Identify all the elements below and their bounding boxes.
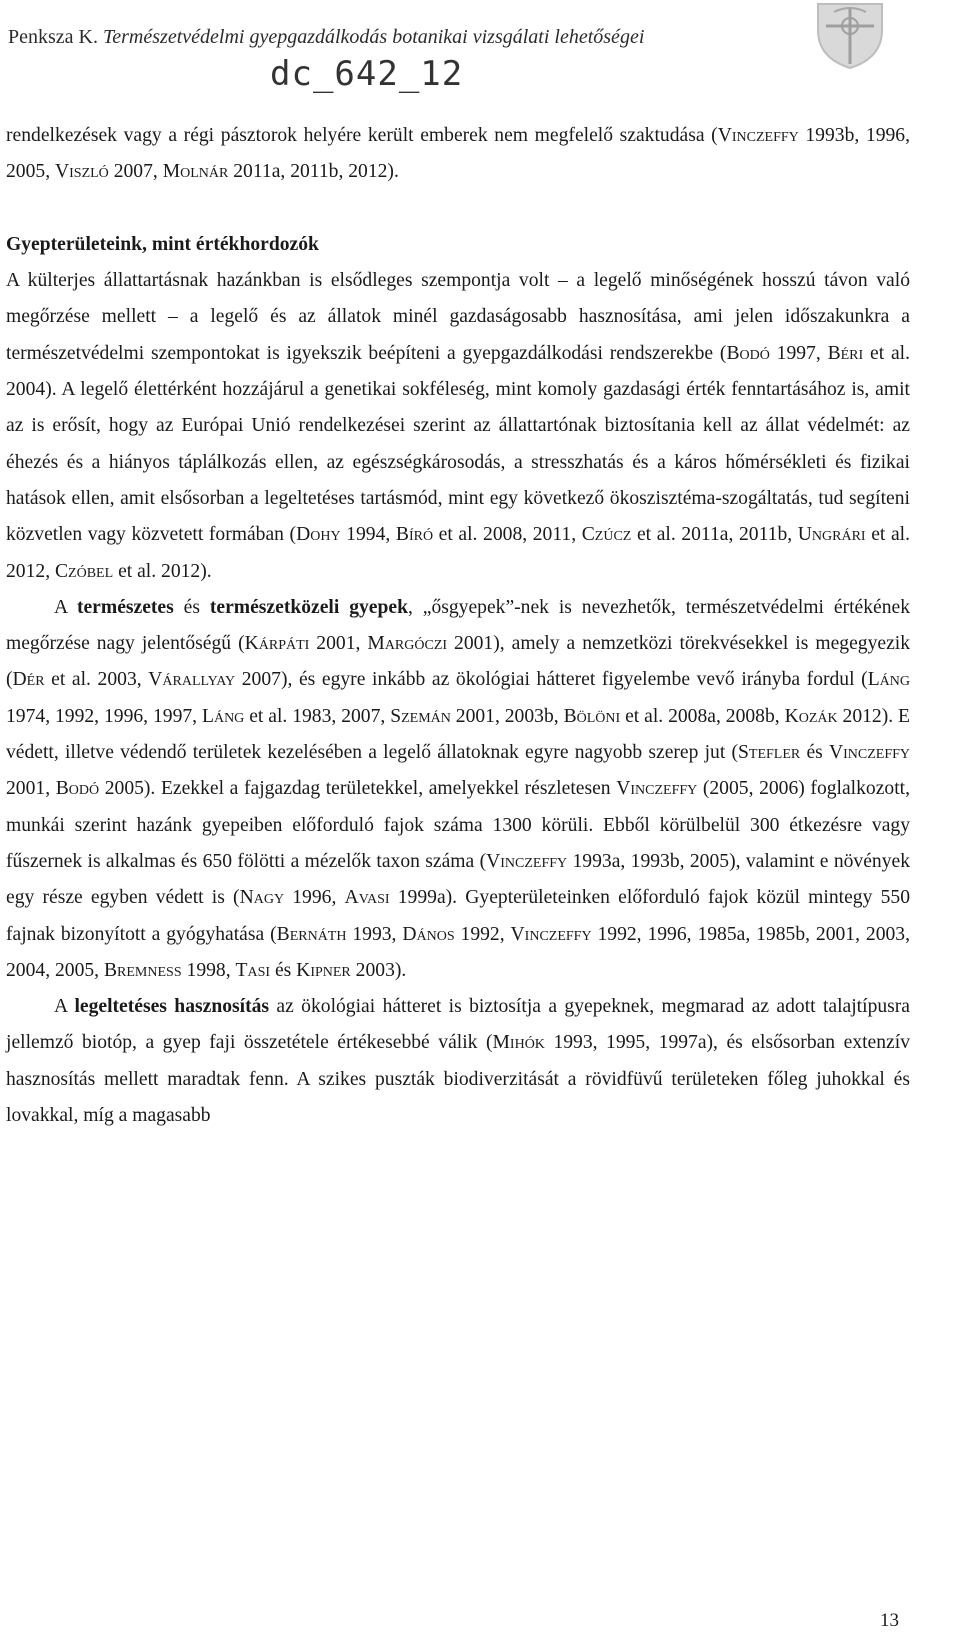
body-text bbox=[6, 118, 910, 1134]
citation-author: Dános bbox=[402, 923, 455, 945]
citation-author: Viszló bbox=[54, 161, 109, 183]
citation-author: Vinczeffy bbox=[717, 125, 799, 146]
citation-author: Vinczeffy bbox=[616, 778, 698, 800]
citation-author: Kozák bbox=[784, 705, 838, 727]
citation-author: Tasi bbox=[235, 959, 271, 981]
citation-author: Dohy bbox=[296, 524, 341, 546]
citation-author: Mihók bbox=[492, 1032, 545, 1054]
page-number: 13 bbox=[880, 1610, 899, 1631]
emphasis-term: természetközeli gyepek bbox=[209, 596, 408, 618]
citation-author: Bremness bbox=[103, 959, 182, 981]
header-author: Penksza K. bbox=[8, 26, 98, 48]
citation-author: Vinczeffy bbox=[510, 923, 592, 945]
citation-author: Molnár bbox=[162, 161, 229, 183]
paragraph: A természetes és természetközeli gyepek, „ősgyepek”-nek is nevezhetők, természetvédelmi értékének megőrzése nagy jelentőségű (Kárpáti 2001, Margóczi 2001), amely a nemzetközi törekvésekkel is megegyezik (Dér et al. 2003, Várallyay 2007), és egyre inkább az ökológiai hátteret figyelembe vevő irányba fordul (Láng 1974, 1992, 1996, 1997, Láng et al. 1983, 2007, Szemán 2001, 2003b, Bölöni et al. 2008a, 2008b, Kozák 2012). E védett, illetve védendő területek kezelésében a legelő állatoknak egyre nagyobb szerep jut (Stefler és Vinczeffy 2001, Bodó 2005). Ezekkel a fajgazdag területekkel, amelyekkel részletesen Vinczeffy (2005, 2006) foglalkozott, munkái szerint hazánk gyepeiben előforduló fajok száma 1300 körüli. Ebből körülbelül 300 étkezésre vagy fűszernek is alkalmas és 650 fölötti a mézelők taxon száma (Vinczeffy 1993a, 1993b, 2005), valamint e növények egy része egyben védett is (Nagy 1996, Avasi 1999a). Gyepterületeinken előforduló fajok közül mintegy 550 fajnak bizonyított a gyógyhatása (Bernáth 1993, Dános 1992, Vinczeffy 1992, 1996, 1985a, 1985b, 2001, 2003, 2004, 2005, Bremness 1998, Tasi és Kipner 2003). bbox=[6, 596, 911, 981]
page-header bbox=[8, 20, 952, 100]
citation-author: Avasi bbox=[344, 887, 390, 909]
citation-author: Czúcz bbox=[581, 524, 632, 546]
citation-author: Várallyay bbox=[148, 669, 236, 691]
citation-author: Vinczeffy bbox=[486, 850, 568, 872]
citation-author: Kipner bbox=[296, 959, 351, 981]
citation-author: Bodó bbox=[55, 778, 100, 800]
citation-author: Béri bbox=[827, 342, 864, 364]
citation-author: Vinczeffy bbox=[828, 742, 911, 764]
citation-author: Szemán bbox=[390, 705, 451, 727]
citation-author: Ungrári bbox=[797, 524, 866, 546]
section-heading: Gyepterületeink, mint értékhordozók bbox=[6, 233, 319, 255]
citation-author: Láng bbox=[201, 705, 245, 727]
citation-author: Láng bbox=[867, 669, 910, 691]
citation-author: Nagy bbox=[239, 887, 285, 909]
citation-author: Bíró bbox=[395, 524, 434, 546]
citation-author: Bodó bbox=[726, 342, 770, 364]
citation-author: Dér bbox=[12, 669, 45, 691]
document-code: dc_642_12 bbox=[270, 54, 464, 94]
emphasis-term: legeltetéses hasznosítás bbox=[74, 996, 270, 1018]
paragraph: rendelkezések vagy a régi pásztorok helyére került emberek nem megfelelő szaktudása (Vinczeffy 1993b, 1996, 2005, Viszló 2007, Molnár 2011a, 2011b, 2012). bbox=[6, 125, 910, 183]
university-logo-icon bbox=[812, 0, 888, 70]
emphasis-term: természetes bbox=[76, 596, 174, 618]
citation-author: Margóczi bbox=[367, 633, 448, 655]
citation-author: Czóbel bbox=[54, 560, 114, 582]
header-title: Természetvédelmi gyepgazdálkodás botanikai vizsgálati lehetőségei bbox=[102, 26, 645, 48]
citation-author: Kárpáti bbox=[244, 633, 310, 655]
paragraph: A külterjes állattartásnak hazánkban is elsődleges szempontja volt – a legelő minőségének hosszú távon való megőrzése mellett – a legelő és az állatok minél gazdaságosabb hasznosítása, ami jelen időszakunkra a természetvédelmi szempontokat is igyekszik beépíteni a gyepgazdálkodási rendszerekbe (Bodó 1997, Béri et al. 2004). A legelő élettérként hozzájárul a genetikai sokféleség, mint komoly gazdasági érték fenntartásához is, amit az is erősít, hogy az Európai Unió rendelkezései szerint az állattartónak biztosítania kell az állat védelmét: az éhezés és a hiányos táplálkozás ellen, az egészségkárosodás, a stresszhatás és a káros hőmérsékleti és fizikai hatások ellen, amit elsősorban a legeltetéses tartásmód, mint egy következő ökoszisztéma-szogáltatás, tud segíteni közvetlen vagy közvetett formában (Dohy 1994, Bíró et al. 2008, 2011, Czúcz et al. 2011a, 2011b, Ungrári et al. 2012, Czóbel et al. 2012). bbox=[6, 270, 910, 582]
paragraph: A legeltetéses hasznosítás az ökológiai hátteret is biztosítja a gyepeknek, megmarad az adott talajtípusra jellemző biotóp, a gyep faji összetétele értékesebbé válik (Mihók 1993, 1995, 1997a), és elsősorban extenzív hasznosítás mellett maradtak fenn. A szikes puszták biodiverzitását a rövidfüvű területeken főleg juhokkal és lovakkal, míg a magasabb bbox=[6, 996, 911, 1127]
citation-author: Stefler bbox=[738, 742, 801, 764]
citation-author: Bernáth bbox=[276, 923, 347, 945]
citation-author: Bölöni bbox=[563, 705, 621, 727]
running-header bbox=[8, 26, 644, 49]
